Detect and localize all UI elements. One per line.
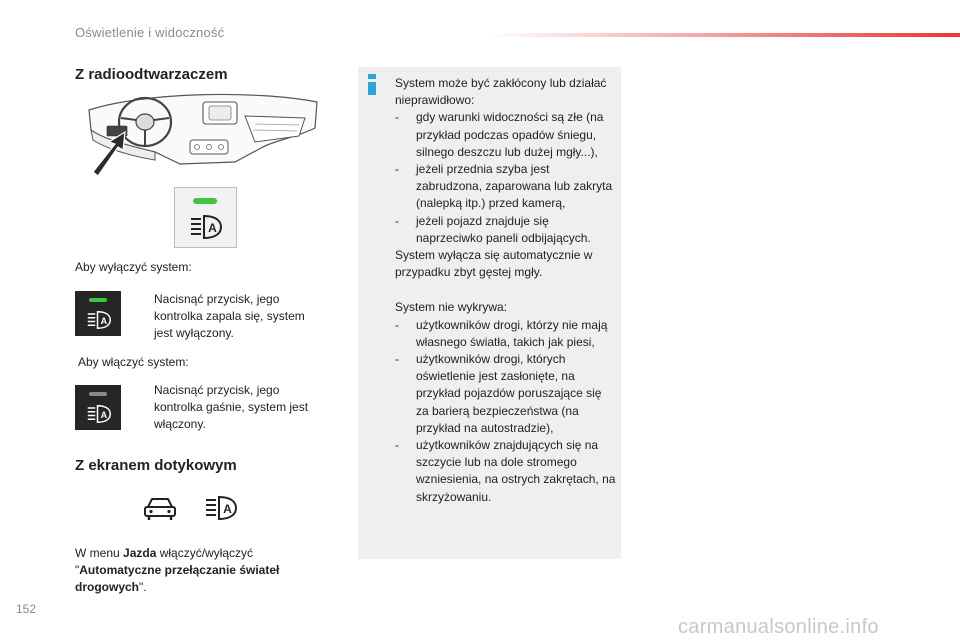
info-icon	[368, 74, 376, 95]
label-turn-on: Aby włączyć system:	[78, 355, 189, 369]
list-item: - jeżeli przednia szyba jest zabrudzona, zaparowana lub zakryta (nalepką itp.) przed kamerą,	[395, 161, 617, 213]
page-number: 152	[16, 602, 37, 616]
list-item: - użytkowników drogi, których oświetlenie jest zasłonięte, na przykład pojazdów poruszające się za barierą bezpieczeństwa (na przykład na autostradzie),	[395, 351, 617, 437]
quote-close: ".	[139, 580, 147, 594]
touchscreen-menu-instruction	[75, 545, 315, 596]
section-title-touchscreen: Z ekranem dotykowym	[75, 457, 237, 474]
button-state-off	[75, 291, 121, 336]
indicator-led-unlit	[89, 392, 107, 396]
label-turn-off: Aby wyłączyć system:	[75, 260, 192, 274]
auto-high-beam-a-icon	[87, 311, 111, 329]
icon-letter: A	[100, 409, 108, 420]
section-title-radio: Z radioodtwarzaczem	[75, 66, 228, 83]
auto-high-beam-a-icon	[87, 405, 111, 423]
instruction-turn-off	[134, 291, 319, 342]
icon-letter: A	[100, 315, 108, 326]
indicator-led-green	[193, 198, 217, 204]
dashboard-illustration	[85, 88, 320, 176]
info-note: System wyłącza się automatycznie w przypadku zbyt gęstej mgły.	[395, 248, 593, 280]
car-icon	[143, 496, 177, 522]
list-item: - gdy warunki widoczności są złe (na przykład podczas opadów śniegu, silnego deszczu lub dużej mgły...),	[395, 109, 617, 161]
list-item: - użytkowników drogi, którzy nie mają własnego światła, takich jak piesi,	[395, 317, 617, 351]
menu-name: Jazda	[123, 546, 157, 560]
instruction-text: Nacisnąć przycisk, jego kontrolka zapala się, system jest wyłączony.	[154, 292, 305, 340]
watermark: carmanualsonline.info	[678, 616, 879, 638]
option-name: Automatyczne przełączanie świateł drogowych	[75, 563, 280, 594]
indicator-led-lit	[89, 298, 107, 302]
list-item: - użytkowników znajdujących się na szczycie lub na dole stromego wzniesienia, na ostrych zakrętach, na skrzyżowaniu.	[395, 437, 617, 506]
menu-middle: włączyć/wyłączyć	[156, 546, 254, 560]
icon-letter: A	[223, 502, 232, 516]
info-list-disturbances	[395, 109, 617, 247]
button-state-on	[75, 385, 121, 430]
list-item: - jeżeli pojazd znajduje się naprzeciwko paneli odbijających.	[395, 213, 617, 247]
auto-high-beam-a-icon	[205, 496, 237, 520]
menu-prefix: W menu	[75, 546, 124, 560]
instruction-turn-on	[134, 382, 319, 433]
info-intro: System może być zakłócony lub działać nieprawidłowo:	[395, 76, 607, 108]
quote-open: "	[75, 563, 80, 577]
instruction-text: Nacisnąć przycisk, jego kontrolka gaśnie, system jest włączony.	[154, 383, 309, 431]
info-box	[358, 67, 621, 559]
info-content	[395, 75, 617, 506]
auto-high-beam-a-icon	[190, 215, 222, 239]
info-list-not-detected	[395, 317, 617, 506]
header-accent-bar	[488, 33, 960, 37]
page-header-title: Oświetlenie i widoczność	[75, 25, 225, 40]
auto-high-beam-button-closeup	[174, 187, 237, 248]
info-intro-2: System nie wykrywa:	[395, 300, 508, 315]
icon-letter: A	[208, 221, 217, 235]
